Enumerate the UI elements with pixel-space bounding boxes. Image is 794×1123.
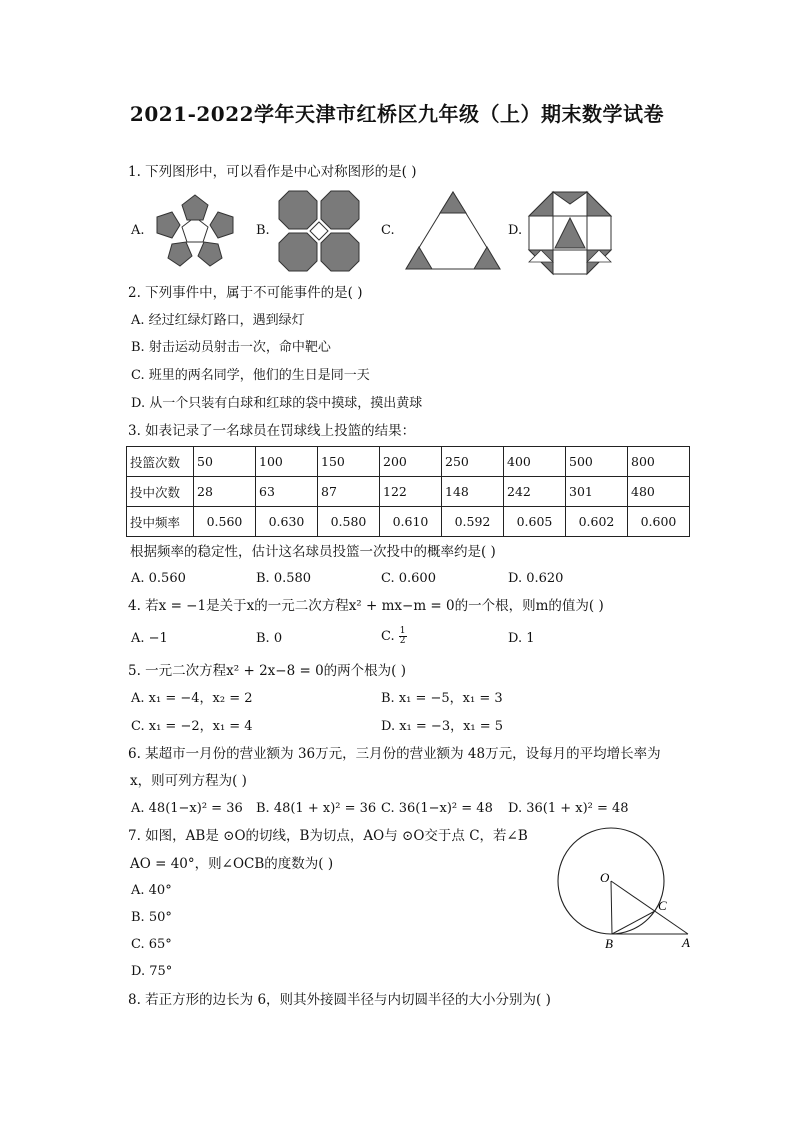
q1-figure-c-triangle	[404, 190, 502, 272]
q1-option-d-label: D.	[508, 223, 523, 238]
q6-option-b: B. 48(1 + x)² = 36	[256, 801, 377, 816]
page-title: 2021-2022学年天津市红桥区九年级（上）期末数学试卷	[129, 102, 665, 126]
q2-option-b: B. 射击运动员射击一次，命中靶心	[131, 340, 331, 355]
q7-option-d: D. 75°	[131, 964, 173, 979]
question-3-followup: 根据频率的稳定性，估计这名球员投篮一次投中的概率约是( )	[130, 544, 496, 560]
q5-option-a: A. x₁ = −4，x₂ = 2	[131, 691, 253, 706]
table-cell: 100	[256, 447, 318, 477]
pentagon-bottom-right	[198, 242, 222, 266]
q7-option-a: A. 40°	[131, 883, 172, 898]
label-point-a: A	[682, 935, 690, 950]
q1-option-a-label: A.	[131, 223, 145, 238]
question-3-stem: 3. 如表记录了一名球员在罚球线上投篮的结果：	[128, 423, 416, 439]
table-cell: 0.600	[628, 507, 690, 537]
table-cell: 87	[318, 477, 380, 507]
q7-option-b: B. 50°	[131, 910, 172, 925]
q3-option-d: D. 0.620	[508, 571, 564, 586]
q4-option-a: A. −1	[131, 631, 168, 646]
label-point-o: O	[600, 870, 610, 885]
fraction-denominator: 2	[399, 636, 406, 646]
table-cell: 0.610	[380, 507, 442, 537]
q4-option-b: B. 0	[256, 631, 283, 646]
q3-option-c: C. 0.600	[381, 571, 436, 586]
q5-option-c: C. x₁ = −2，x₁ = 4	[131, 719, 253, 734]
pentagon-left	[157, 212, 180, 238]
table-cell: 0.602	[566, 507, 628, 537]
q6-option-c: C. 36(1−x)² = 48	[381, 801, 493, 816]
table-header-cell: 投中次数	[127, 477, 194, 507]
q7-option-c: C. 65°	[131, 937, 172, 952]
table-cell: 800	[628, 447, 690, 477]
table-cell: 150	[318, 447, 380, 477]
q3-option-b: B. 0.580	[256, 571, 312, 586]
table-header-cell: 投中频率	[127, 507, 194, 537]
q4-option-d: D. 1	[508, 631, 535, 646]
pentagon-right	[210, 212, 233, 238]
frequency-table	[126, 446, 690, 537]
question-7-stem-line1: 7. 如图，AB是 ⊙O的切线，B为切点，AO与 ⊙O交于点 C，若∠B	[128, 828, 528, 844]
question-4-stem: 4. 若x = −1是关于x的一元二次方程x² + mx−m = 0的一个根，则m的值为( )	[128, 598, 604, 614]
q1-option-b-label: B.	[256, 223, 270, 238]
table-cell: 500	[566, 447, 628, 477]
table-cell: 0.560	[194, 507, 256, 537]
table-cell: 28	[194, 477, 256, 507]
table-row-frequency	[127, 507, 690, 537]
q6-option-d: D. 36(1 + x)² = 48	[508, 801, 629, 816]
fraction-numerator: 1	[399, 626, 406, 636]
label-point-c: C	[658, 898, 667, 913]
q2-option-c: C. 班里的两名同学，他们的生日是同一天	[131, 368, 370, 383]
q7-circle-tangent-figure	[556, 826, 696, 952]
q2-option-a: A. 经过红绿灯路口，遇到绿灯	[131, 313, 305, 328]
fraction-one-half	[399, 627, 407, 646]
q2-option-d: D. 从一个只装有白球和红球的袋中摸球，摸出黄球	[131, 396, 423, 411]
q5-option-b: B. x₁ = −5，x₁ = 3	[381, 691, 503, 706]
question-2-stem: 2. 下列事件中，属于不可能事件的是( )	[128, 285, 363, 301]
table-cell: 301	[566, 477, 628, 507]
question-8-stem: 8. 若正方形的边长为 6，则其外接圆半径与内切圆半径的大小分别为( )	[128, 992, 551, 1008]
pentagon-top	[182, 195, 208, 220]
pentagon-center-hole	[182, 217, 208, 242]
table-cell: 50	[194, 447, 256, 477]
q4-option-c-label: C.	[381, 629, 395, 644]
q1-figure-d-octagon-pattern	[527, 190, 613, 276]
table-cell: 122	[380, 477, 442, 507]
q3-option-a: A. 0.560	[131, 571, 186, 586]
table-cell: 0.630	[256, 507, 318, 537]
question-5-stem: 5. 一元二次方程x² + 2x−8 = 0的两个根为( )	[128, 663, 407, 679]
table-cell: 250	[442, 447, 504, 477]
table-cell: 0.592	[442, 507, 504, 537]
question-6-stem-line2: x，则可列方程为( )	[130, 773, 247, 789]
table-cell: 480	[628, 477, 690, 507]
table-cell: 63	[256, 477, 318, 507]
q1-figure-a-pentagons	[150, 190, 240, 270]
table-cell: 400	[504, 447, 566, 477]
label-point-b: B	[605, 936, 613, 951]
table-row-attempts	[127, 447, 690, 477]
q1-figure-b-octagons	[277, 189, 361, 273]
table-cell: 0.605	[504, 507, 566, 537]
question-1-stem: 1. 下列图形中，可以看作是中心对称图形的是( )	[128, 164, 417, 180]
table-cell: 242	[504, 477, 566, 507]
table-header-cell: 投篮次数	[127, 447, 194, 477]
q1-option-c-label: C.	[381, 223, 395, 238]
question-6-stem-line1: 6. 某超市一月份的营业额为 36万元，三月份的营业额为 48万元，设每月的平均增长率为	[128, 746, 661, 762]
question-7-stem-line2: AO = 40°，则∠OCB的度数为( )	[130, 856, 334, 872]
q6-option-a: A. 48(1−x)² = 36	[131, 801, 243, 816]
table-cell: 200	[380, 447, 442, 477]
q4-option-c	[381, 627, 407, 646]
table-row-hits	[127, 477, 690, 507]
pentagon-bottom-left	[168, 242, 192, 266]
q5-option-d: D. x₁ = −3，x₁ = 5	[381, 719, 504, 734]
table-cell: 0.580	[318, 507, 380, 537]
table-cell: 148	[442, 477, 504, 507]
